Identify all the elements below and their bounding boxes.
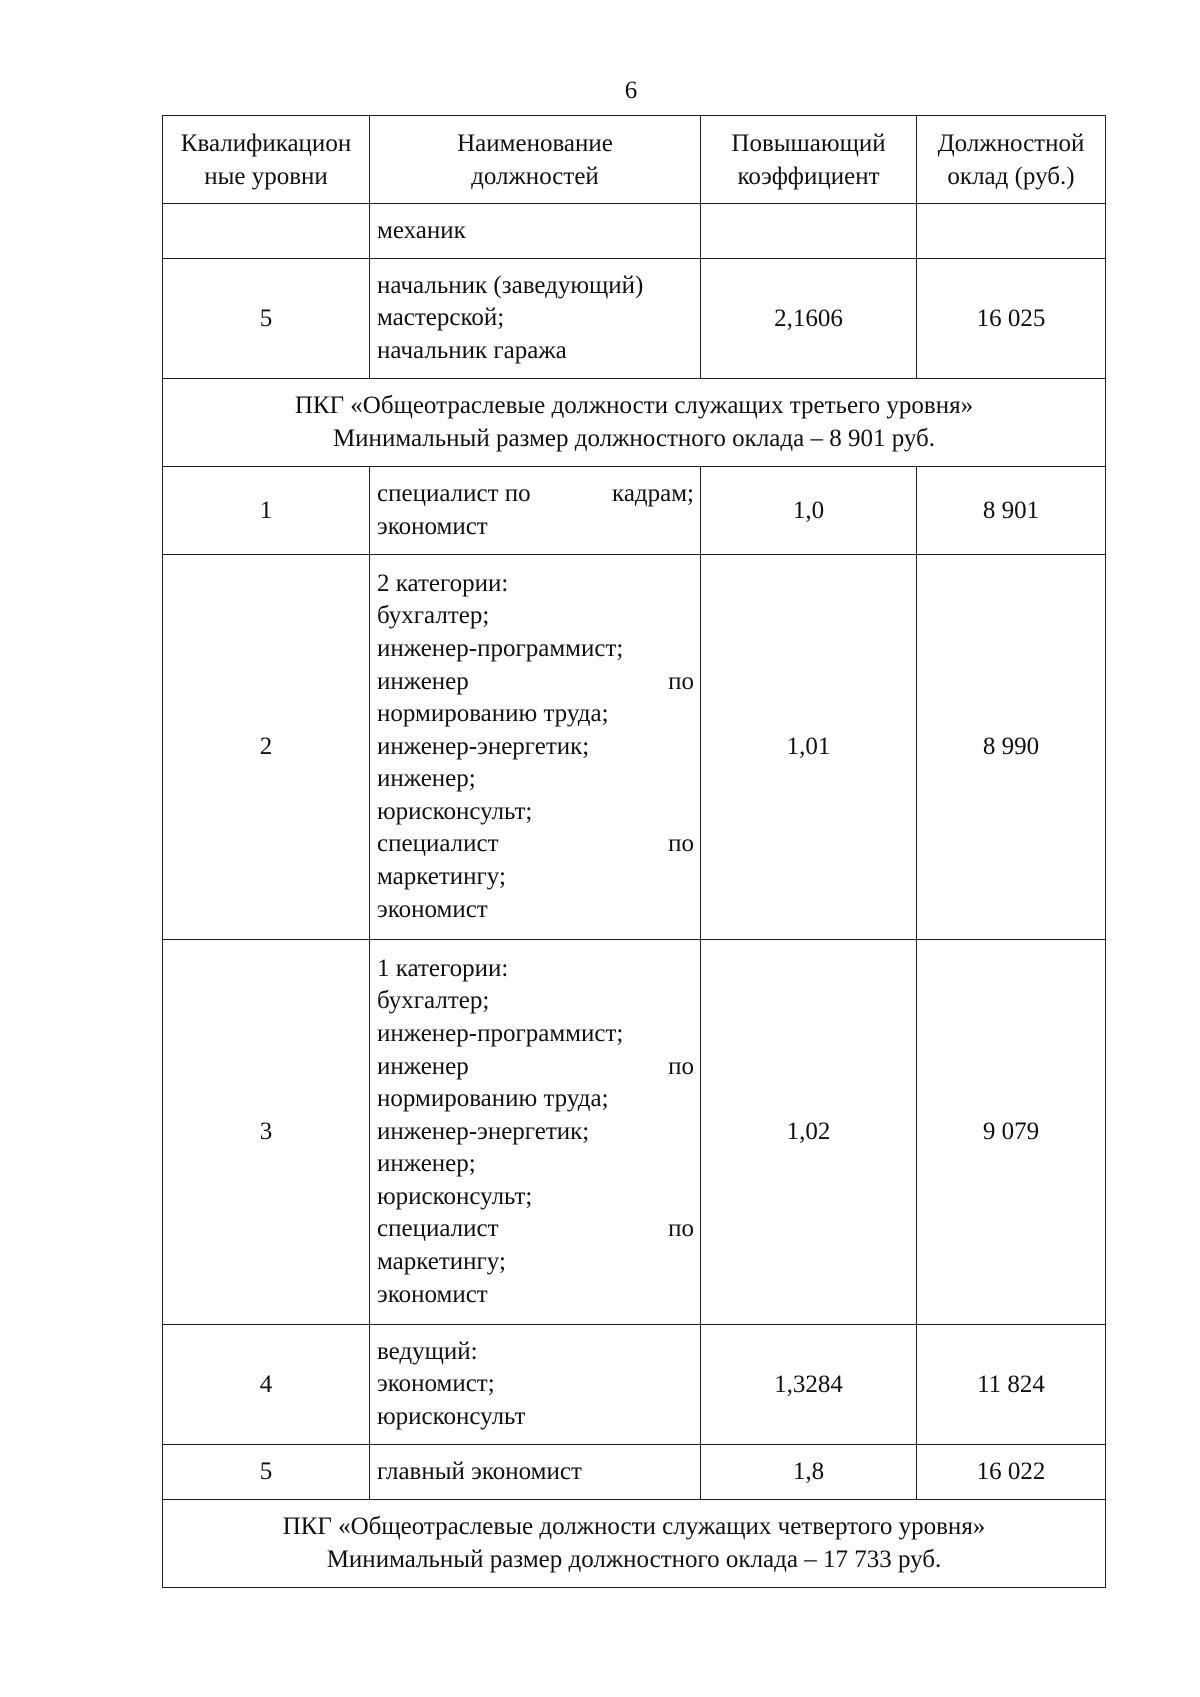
position-line: начальник (заведующий) [377,271,644,299]
header-line: оклад (руб.) [947,162,1075,190]
position-word: по [668,1215,694,1243]
group-header-row [163,1500,1106,1588]
position-line: маркетингу; [377,863,506,891]
coefficient-cell: 1,3284 [701,1325,917,1445]
coefficient-cell: 1,8 [701,1445,917,1500]
position-line: экономист [377,512,488,540]
position-line: инженер-энергетик; [377,732,590,760]
qualification-level-cell [163,204,370,259]
table-row [163,555,1106,940]
salary-cell: 16 022 [917,1445,1106,1500]
position-line: инженер-энергетик; [377,1117,590,1145]
position-line [377,1213,694,1246]
header-qualification-levels [163,116,370,204]
positions-cell [370,1445,701,1500]
position-line: нормированию труда; [377,1085,609,1113]
salary-cell: 8 990 [917,555,1106,940]
position-line: юрисконсульт; [377,797,533,825]
salary-cell [917,204,1106,259]
header-line: должностей [471,162,599,190]
position-line: инженер-программист; [377,634,624,662]
positions-cell [370,940,701,1325]
group-title: ПКГ «Общеотраслевые должности служащих четвертого уровня» [282,1513,986,1540]
header-coefficient [701,116,917,204]
coefficient-cell [701,204,917,259]
position-word: инженер [377,1052,469,1080]
qualification-level-cell: 3 [163,940,370,1325]
header-line: ные уровни [204,162,328,190]
position-line: главный экономист [377,1457,582,1485]
positions-cell [370,204,701,259]
position-line: 1 категории: [377,954,509,982]
position-line: мастерской; [377,304,505,332]
position-line: 2 категории: [377,569,509,597]
position-line: нормированию труда; [377,700,609,728]
qualification-level-cell: 4 [163,1325,370,1445]
header-line: Повышающий [731,129,886,157]
salary-table [162,115,1106,1588]
position-line: экономист [377,1280,488,1308]
positions-cell [370,1325,701,1445]
table-row [163,259,1106,379]
position-line: экономист; [377,1370,495,1398]
position-word: специалист [377,1215,499,1243]
qualification-level-cell: 2 [163,555,370,940]
position-word: специалист [377,830,499,858]
position-word: по [668,830,694,858]
position-word: специалист по [377,479,531,507]
salary-cell: 8 901 [917,467,1106,555]
positions-cell [370,555,701,940]
header-line: Наименование [457,129,613,157]
coefficient-cell: 1,01 [701,555,917,940]
position-line: юрисконсульт; [377,1182,533,1210]
table-body [163,204,1106,1588]
group-min-salary: Минимальный размер должностного оклада – 17 733 руб. [326,1545,942,1573]
position-line: маркетингу; [377,1248,506,1276]
salary-cell: 11 824 [917,1325,1106,1445]
table-row [163,1325,1106,1445]
positions-cell [370,259,701,379]
position-line: экономист [377,895,488,923]
position-line [377,478,694,511]
position-line: инженер; [377,1150,476,1178]
qualification-level-cell: 5 [163,1445,370,1500]
qualification-level-cell: 5 [163,259,370,379]
position-word: по [668,1052,694,1080]
qualification-level-cell: 1 [163,467,370,555]
position-line: инженер-программист; [377,1019,624,1047]
salary-cell: 9 079 [917,940,1106,1325]
group-title: ПКГ «Общеотраслевые должности служащих третьего уровня» [294,392,974,419]
position-line: ведущий: [377,1337,478,1365]
position-line: юрисконсульт [377,1402,526,1430]
header-line: Квалификацион [180,129,352,157]
group-header-row [163,379,1106,467]
group-header-cell [163,379,1106,467]
header-line: коэффициент [737,162,880,190]
position-line: начальник гаража [377,336,567,364]
group-header-cell [163,1500,1106,1588]
table-row [163,204,1106,259]
positions-cell [370,467,701,555]
table-row [163,467,1106,555]
table-header-row [163,116,1106,204]
group-min-salary: Минимальный размер должностного оклада – 8 901 руб. [332,424,936,452]
position-line: инженер; [377,765,476,793]
position-line: бухгалтер; [377,602,490,630]
position-word: по [668,667,694,695]
position-word: инженер [377,667,469,695]
page-number: 6 [624,77,638,104]
coefficient-cell: 1,0 [701,467,917,555]
position-line [377,1051,694,1084]
position-line [377,666,694,699]
table-row [163,1445,1106,1500]
coefficient-cell: 1,02 [701,940,917,1325]
position-word: кадрам; [612,479,694,507]
coefficient-cell: 2,1606 [701,259,917,379]
header-salary [917,116,1106,204]
table-row [163,940,1106,1325]
header-position-names [370,116,701,204]
position-line [377,828,694,861]
position-line: механик [377,216,466,244]
salary-cell: 16 025 [917,259,1106,379]
header-line: Должностной [937,129,1085,157]
position-line: бухгалтер; [377,987,490,1015]
